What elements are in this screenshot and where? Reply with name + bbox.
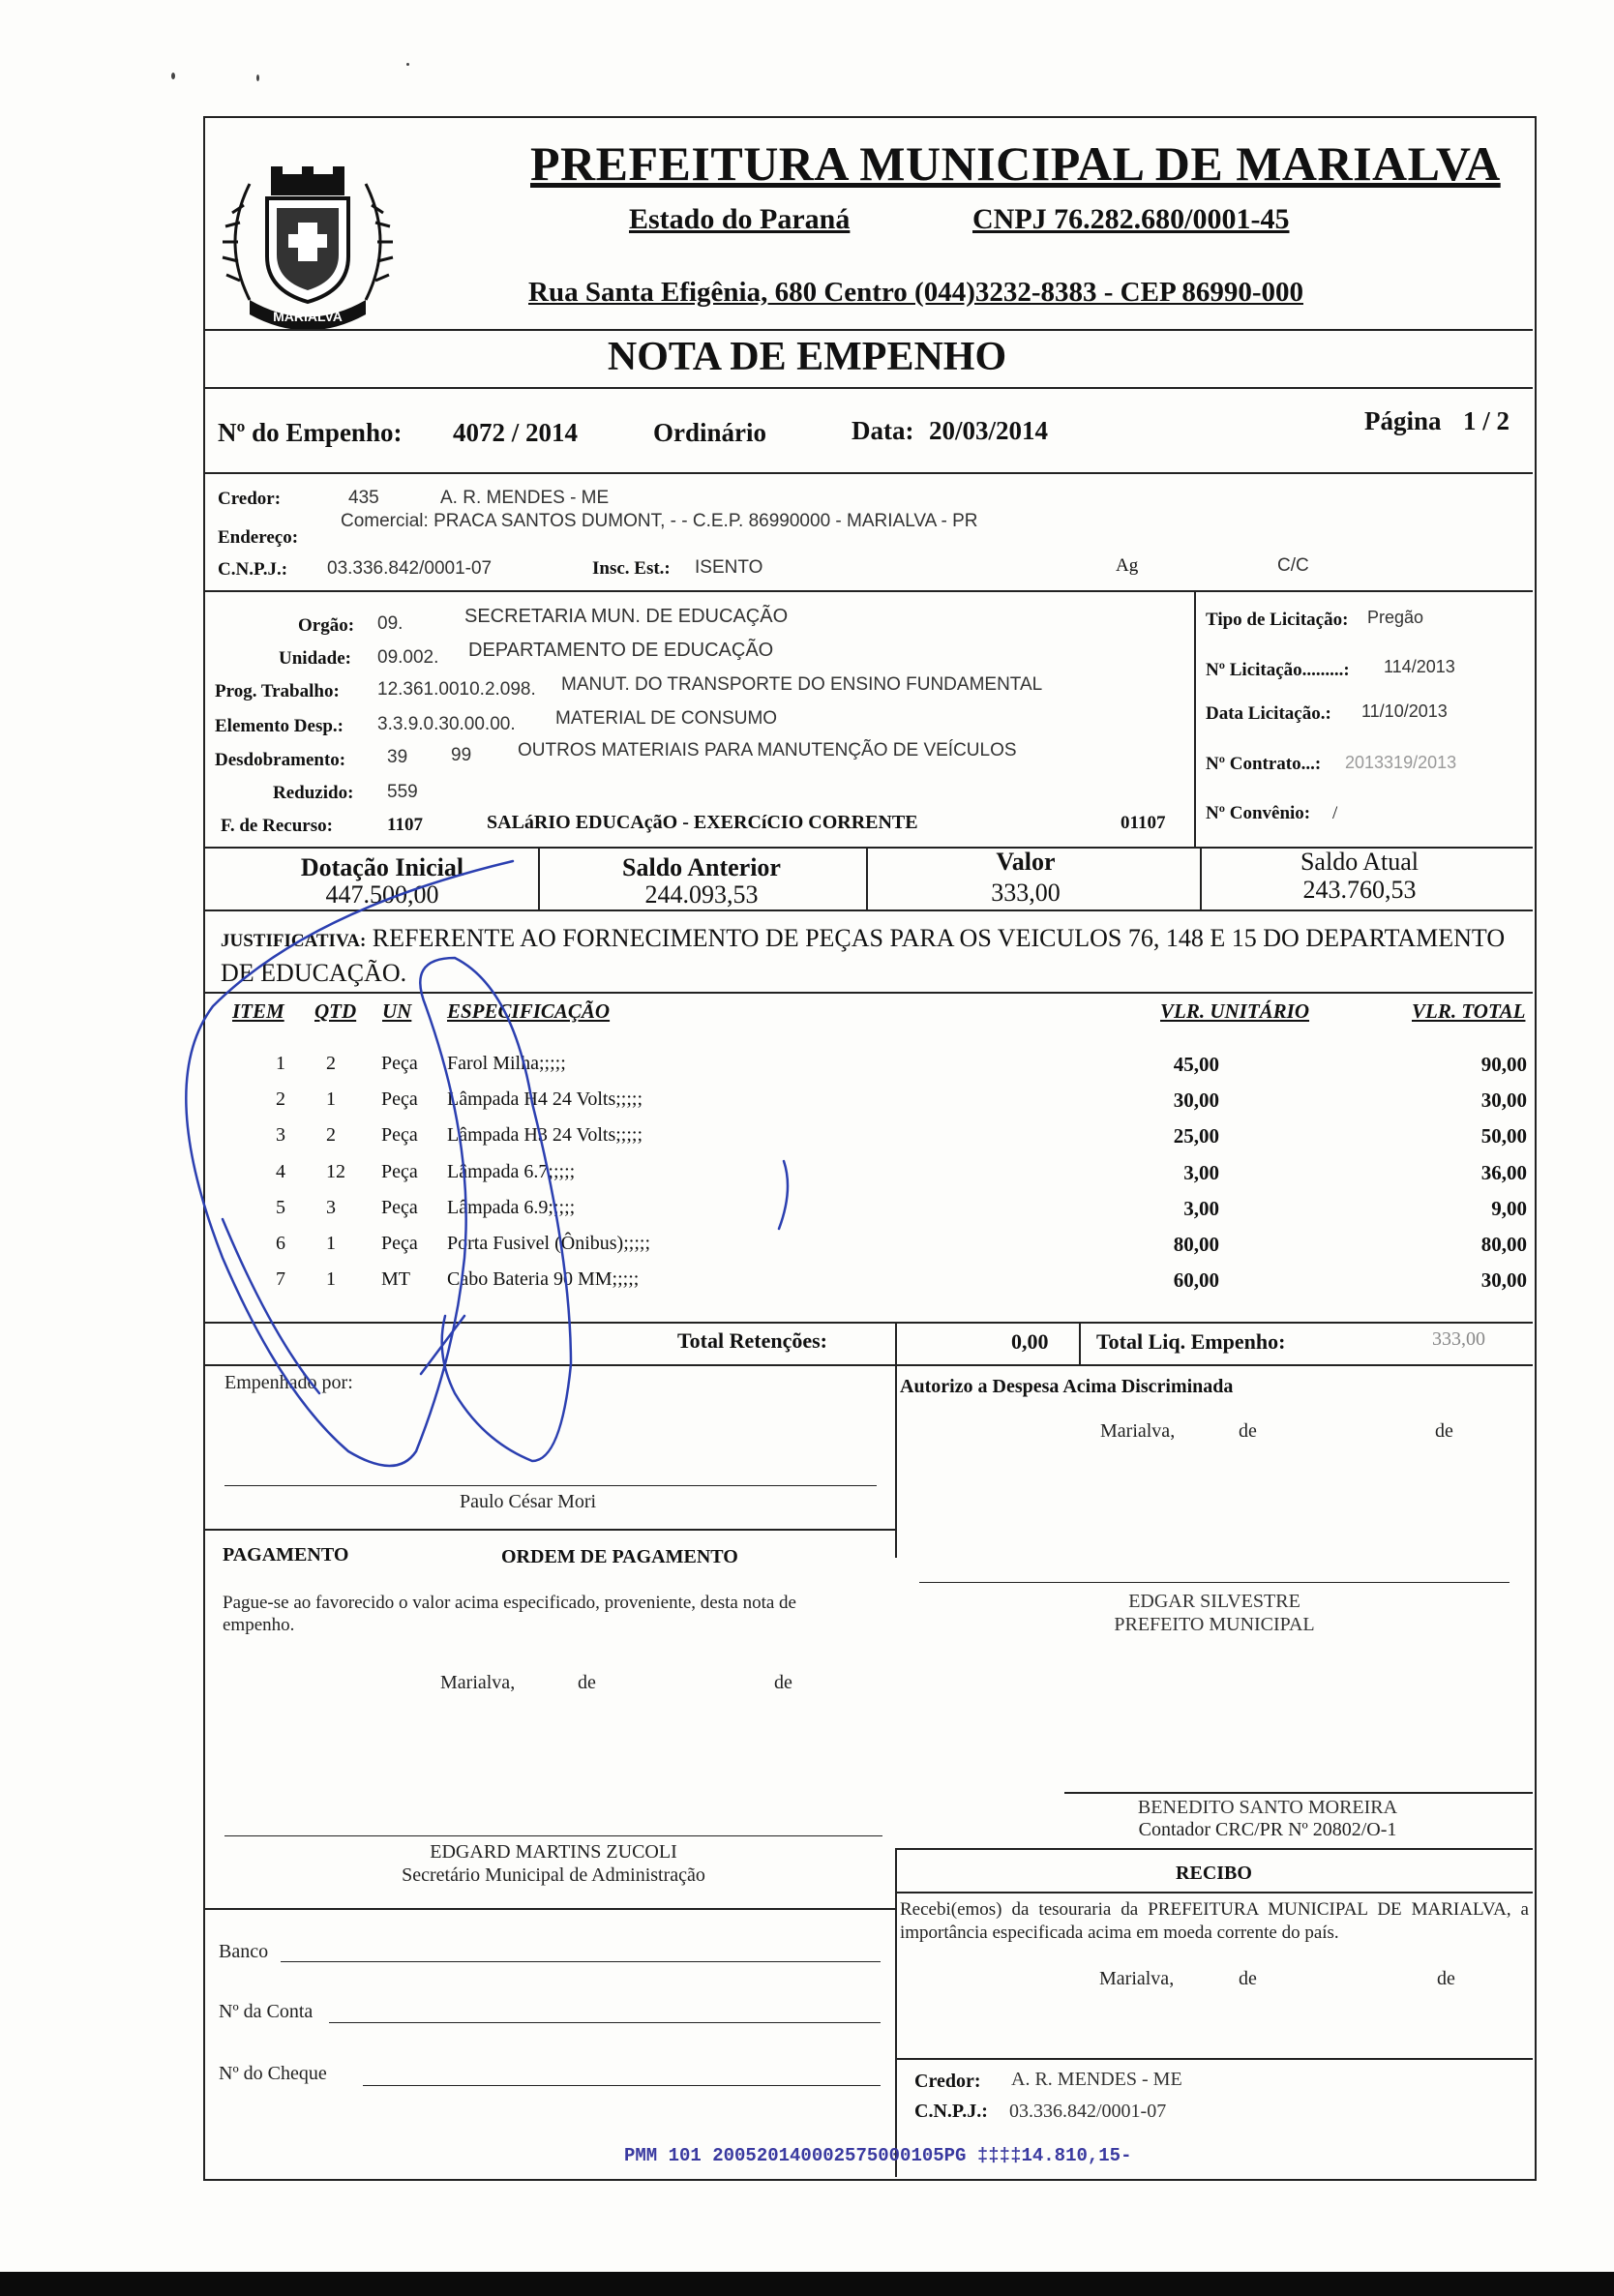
orgao-name: SECRETARIA MUN. DE EDUCAÇÃO <box>464 606 789 627</box>
divider <box>895 2058 1533 2060</box>
pagamento-place: Marialva, <box>440 1672 516 1693</box>
divider <box>203 1908 895 1910</box>
credor-insc: ISENTO <box>695 557 763 578</box>
contrato-number: 2013319/2013 <box>1345 753 1457 772</box>
scan-speck <box>406 63 409 66</box>
recurso-name: SALáRIO EDUCAçãO - EXERCíCIO CORRENTE <box>487 812 918 833</box>
divider <box>203 909 1533 911</box>
credor-code: 435 <box>348 488 379 508</box>
desdobramento-sub: 99 <box>451 745 472 765</box>
document-type-title: NOTA DE EMPENHO <box>607 335 1007 379</box>
total-liquido-label: Total Liq. Empenho: <box>1096 1329 1286 1354</box>
desdobramento-name: OUTROS MATERIAIS PARA MANUTENÇÃO DE VEÍCULOS <box>518 740 1017 760</box>
cheque-label: Nº do Cheque <box>219 2063 327 2084</box>
municipal-coat-of-arms-icon <box>211 155 404 339</box>
autorizo-de: de <box>1435 1420 1453 1442</box>
divider <box>895 1322 897 1364</box>
issuer-title: PREFEITURA MUNICIPAL DE MARIALVA <box>530 136 1501 191</box>
credor-cnpj-label: C.N.P.J.: <box>218 559 288 580</box>
divider <box>1079 1322 1081 1364</box>
item-espec-cell: Lâmpada H4 24 Volts;;;;; <box>447 1088 643 1110</box>
empenho-number: 4072 / 2014 <box>453 418 579 447</box>
dotacao-inicial-label: Dotação Inicial <box>300 853 464 881</box>
prefeito-name: EDGAR SILVESTRE <box>1128 1591 1300 1612</box>
pagamento-text: Pague-se ao favorecido o valor acima especificado, proveniente, desta nota de empenho. <box>223 1593 796 1635</box>
col-item: ITEM <box>232 999 284 1023</box>
dotacao-inicial-value: 447.500,00 <box>325 880 439 909</box>
divider <box>895 1848 1533 1850</box>
divider <box>203 387 1533 389</box>
empenho-date: 20/03/2014 <box>929 416 1049 445</box>
item-qtd-cell: 1 <box>326 1268 336 1290</box>
credor-name: A. R. MENDES - ME <box>440 488 610 508</box>
item-unit-cell: 3,00 <box>1183 1197 1219 1220</box>
divider <box>203 992 1533 994</box>
divider <box>895 1892 1533 1893</box>
divider <box>895 1364 897 1558</box>
item-unit-cell: 60,00 <box>1173 1268 1219 1292</box>
recurso-label: F. de Recurso: <box>221 816 333 836</box>
item-un-cell: Peça <box>381 1233 418 1254</box>
scan-bottom-edge <box>0 2272 1614 2296</box>
item-qtd-cell: 3 <box>326 1197 336 1218</box>
justificativa-label: JUSTIFICATIVA: <box>221 931 367 951</box>
elemento-name: MATERIAL DE CONSUMO <box>555 708 778 729</box>
total-retencoes-value: 0,00 <box>1011 1329 1049 1354</box>
pagamento-de: de <box>774 1672 792 1693</box>
item-qtd-cell: 2 <box>326 1053 336 1074</box>
scan-speck <box>256 75 259 81</box>
divider <box>203 1364 1533 1366</box>
item-item-cell: 4 <box>276 1161 285 1182</box>
unidade-label: Unidade: <box>279 648 351 669</box>
reduzido-value: 559 <box>387 782 418 802</box>
unidade-name: DEPARTAMENTO DE EDUCAÇÃO <box>468 640 774 661</box>
contador-role: Contador CRC/PR Nº 20802/O-1 <box>1138 1819 1397 1840</box>
saldo-atual-label: Saldo Atual <box>1300 848 1420 876</box>
valor-label: Valor <box>996 848 1056 876</box>
item-item-cell: 5 <box>276 1197 285 1218</box>
recibo-place: Marialva, <box>1099 1968 1175 1989</box>
item-un-cell: MT <box>381 1268 410 1290</box>
account-label: C/C <box>1277 555 1309 576</box>
divider <box>203 590 1533 592</box>
col-valor-total: VLR. TOTAL <box>1412 999 1526 1023</box>
recibo-de: de <box>1437 1968 1455 1989</box>
col-especificacao: ESPECIFICAÇÃO <box>447 999 611 1023</box>
orgao-label: Orgão: <box>298 615 355 636</box>
prog-trabalho-label: Prog. Trabalho: <box>215 681 340 701</box>
divider <box>203 1322 1533 1324</box>
issuer-address: Rua Santa Efigênia, 680 Centro (044)3232-8383 - CEP 86990-000 <box>528 277 1303 308</box>
divider <box>203 472 1533 474</box>
desdobramento-code: 39 <box>387 747 408 767</box>
empenhado-por-signer: Paulo César Mori <box>460 1491 597 1512</box>
item-item-cell: 3 <box>276 1124 285 1146</box>
recurso-code: 1107 <box>387 815 423 835</box>
elemento-code: 3.3.9.0.30.00.00. <box>377 714 516 734</box>
justificativa-text: REFERENTE AO FORNECIMENTO DE PEÇAS PARA OS VEICULOS 76, 148 E 15 DO DEPARTAMENTO DE EDUCAÇÃO. <box>221 924 1506 987</box>
item-total-cell: 9,00 <box>1491 1197 1527 1220</box>
col-un: UN <box>382 999 412 1023</box>
secretario-name: EDGARD MARTINS ZUCOLI <box>430 1841 677 1863</box>
banco-label: Banco <box>219 1941 269 1962</box>
item-espec-cell: Lâmpada 6.7;;;;; <box>447 1161 576 1182</box>
page-label: Página <box>1364 406 1442 435</box>
total-liquido-value: 333,00 <box>1432 1328 1485 1350</box>
contrato-label: Nº Contrato...: <box>1206 754 1322 774</box>
desdobramento-label: Desdobramento: <box>215 750 346 770</box>
valor-value: 333,00 <box>991 879 1061 907</box>
recibo-cnpj: 03.336.842/0001-07 <box>1009 2101 1167 2122</box>
prog-trabalho-name: MANUT. DO TRANSPORTE DO ENSINO FUNDAMENTAL <box>561 674 1043 695</box>
item-un-cell: Peça <box>381 1124 418 1146</box>
numero-licitacao: 114/2013 <box>1384 657 1455 676</box>
col-qtd: QTD <box>314 999 357 1023</box>
item-total-cell: 36,00 <box>1480 1161 1527 1184</box>
elemento-label: Elemento Desp.: <box>215 716 344 736</box>
divider <box>866 847 868 909</box>
autorizo-label: Autorizo a Despesa Acima Discriminada <box>900 1376 1234 1397</box>
signature-line <box>224 1485 877 1486</box>
item-item-cell: 2 <box>276 1088 285 1110</box>
recibo-text: Recebi(emos) da tesouraria da PREFEITURA MUNICIPAL DE MARIALVA, a importância especificada acima em moeda corrente do país. <box>900 1899 1529 1943</box>
item-total-cell: 30,00 <box>1480 1088 1527 1112</box>
scan-speck <box>171 73 175 79</box>
item-qtd-cell: 12 <box>326 1161 345 1182</box>
data-licitacao: 11/10/2013 <box>1361 701 1448 721</box>
item-item-cell: 6 <box>276 1233 285 1254</box>
tipo-licitacao: Pregão <box>1367 608 1424 627</box>
item-total-cell: 80,00 <box>1480 1233 1527 1256</box>
divider <box>1200 847 1202 909</box>
banco-field-line <box>281 1961 881 1962</box>
credor-address: Comercial: PRACA SANTOS DUMONT, - - C.E.P. 86990000 - MARIALVA - PR <box>341 511 978 531</box>
item-qtd-cell: 1 <box>326 1088 336 1110</box>
empenho-number-label: Nº do Empenho: <box>218 418 403 447</box>
item-espec-cell: Porta Fusivel (Ônibus);;;;; <box>447 1233 650 1254</box>
data-licitacao-label: Data Licitação.: <box>1206 703 1331 724</box>
contador-name: BENEDITO SANTO MOREIRA <box>1137 1797 1398 1818</box>
tipo-licitacao-label: Tipo de Licitação: <box>1206 610 1349 630</box>
issuer-state: Estado do Paraná <box>629 203 851 235</box>
convenio-number: / <box>1332 803 1338 823</box>
orgao-code: 09. <box>377 613 404 634</box>
page-number: 1 / 2 <box>1463 406 1510 435</box>
pagamento-de: de <box>578 1672 596 1693</box>
signature-line <box>919 1582 1509 1583</box>
recibo-cnpj-label: C.N.P.J.: <box>914 2101 988 2122</box>
item-espec-cell: Farol Milha;;;;; <box>447 1053 566 1074</box>
divider <box>203 1529 895 1531</box>
conta-label: Nº da Conta <box>219 2001 314 2022</box>
item-total-cell: 30,00 <box>1480 1268 1527 1292</box>
item-espec-cell: Lâmpada 6.9;;;;; <box>447 1197 576 1218</box>
document-control-code: PMM 101 200520140002575000105PG ‡‡‡‡14.810,15- <box>624 2145 1132 2166</box>
prog-trabalho-code: 12.361.0010.2.098. <box>377 679 536 700</box>
secretario-role: Secretário Municipal de Administração <box>402 1864 705 1886</box>
divider <box>1064 1792 1533 1794</box>
ordem-pagamento-label: ORDEM DE PAGAMENTO <box>501 1546 738 1567</box>
item-espec-cell: Lâmpada H3 24 Volts;;;;; <box>447 1124 643 1146</box>
divider <box>1194 590 1196 847</box>
item-total-cell: 90,00 <box>1480 1053 1527 1076</box>
item-unit-cell: 45,00 <box>1173 1053 1219 1076</box>
credor-insc-label: Insc. Est.: <box>592 558 671 579</box>
convenio-label: Nº Convênio: <box>1206 803 1311 823</box>
recibo-label: RECIBO <box>1176 1863 1252 1884</box>
item-qtd-cell: 2 <box>326 1124 336 1146</box>
autorizo-de: de <box>1239 1420 1257 1442</box>
empenhado-por-label: Empenhado por: <box>224 1372 353 1393</box>
item-unit-cell: 30,00 <box>1173 1088 1219 1112</box>
item-unit-cell: 25,00 <box>1173 1124 1219 1148</box>
col-valor-unitario: VLR. UNITÁRIO <box>1160 999 1310 1023</box>
item-un-cell: Peça <box>381 1161 418 1182</box>
pagamento-label: PAGAMENTO <box>223 1544 349 1565</box>
cheque-field-line <box>363 2085 881 2086</box>
saldo-atual-value: 243.760,53 <box>1302 876 1417 904</box>
autorizo-place: Marialva, <box>1100 1420 1176 1442</box>
issuer-cnpj: CNPJ 76.282.680/0001-45 <box>972 203 1290 235</box>
item-qtd-cell: 1 <box>326 1233 336 1254</box>
recurso-number: 01107 <box>1121 813 1166 833</box>
reduzido-label: Reduzido: <box>273 783 354 803</box>
item-item-cell: 1 <box>276 1053 285 1074</box>
credor-label: Credor: <box>218 489 282 509</box>
item-un-cell: Peça <box>381 1053 418 1074</box>
item-un-cell: Peça <box>381 1088 418 1110</box>
credor-address-label: Endereço: <box>218 527 299 548</box>
item-total-cell: 50,00 <box>1480 1124 1527 1148</box>
total-retencoes-label: Total Retenções: <box>677 1328 827 1353</box>
recibo-credor: A. R. MENDES - ME <box>1011 2069 1182 2090</box>
item-unit-cell: 80,00 <box>1173 1233 1219 1256</box>
item-espec-cell: Cabo Bateria 90 MM;;;;; <box>447 1268 640 1290</box>
divider <box>538 847 540 909</box>
item-unit-cell: 3,00 <box>1183 1161 1219 1184</box>
prefeito-role: PREFEITO MUNICIPAL <box>1114 1614 1315 1635</box>
empenho-date-label: Data: <box>852 416 914 445</box>
credor-cnpj: 03.336.842/0001-07 <box>327 558 493 579</box>
justificativa <box>221 922 1508 989</box>
signature-line <box>224 1835 882 1836</box>
agency-label: Ag <box>1116 555 1139 576</box>
recibo-credor-label: Credor: <box>914 2071 981 2092</box>
conta-field-line <box>329 2022 881 2023</box>
numero-licitacao-label: Nº Licitação.........: <box>1206 660 1350 680</box>
divider <box>895 1848 897 2177</box>
item-item-cell: 7 <box>276 1268 285 1290</box>
unidade-code: 09.002. <box>377 647 439 668</box>
saldo-anterior-value: 244.093,53 <box>644 880 759 909</box>
svg-text:MARIALVA: MARIALVA <box>273 309 343 324</box>
recibo-de: de <box>1239 1968 1257 1989</box>
empenho-type: Ordinário <box>653 418 767 447</box>
saldo-anterior-label: Saldo Anterior <box>622 853 781 881</box>
divider <box>203 329 1533 331</box>
item-un-cell: Peça <box>381 1197 418 1218</box>
